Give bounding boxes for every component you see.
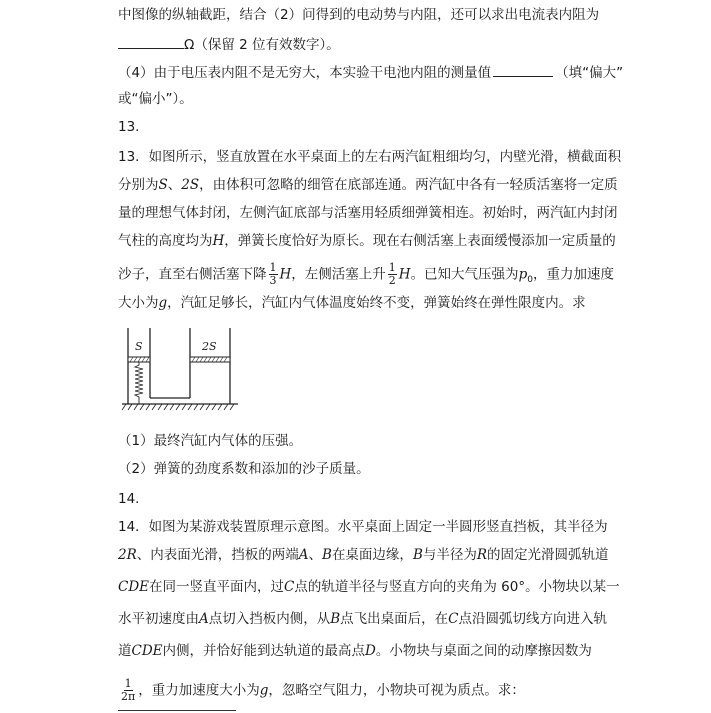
question-number <box>118 490 139 508</box>
text: （填“偏大” <box>555 65 624 81</box>
text-line <box>118 262 614 289</box>
text: 道 <box>118 643 132 659</box>
text: ，弹簧长度恰好为原长。现在右侧活塞上表面缓慢添加一定质量的 <box>224 233 616 249</box>
text: 水平初速度由 <box>118 611 199 627</box>
math-symbol: CDE <box>118 579 150 595</box>
math-symbol: B <box>412 547 423 563</box>
fraction-numerator: 1 <box>124 677 132 690</box>
fraction-numerator: 1 <box>388 261 396 274</box>
text: 。已知大气压强为 <box>410 266 519 283</box>
text: 13．如图所示，竖直放置在水平桌面上的左右两汽缸粗细均匀，内壁光滑，横截面积 <box>118 149 622 165</box>
text-line <box>118 232 616 250</box>
question-number <box>118 118 139 136</box>
sub-question <box>118 460 370 478</box>
math-symbol: S <box>158 177 168 193</box>
text: 沙子，直至右侧活塞下降 <box>118 266 267 283</box>
text: 气柱的高度均为 <box>118 233 213 249</box>
math-symbol: A <box>199 611 209 627</box>
text-line <box>118 64 623 82</box>
fraction-denominator: 2π <box>121 690 136 703</box>
fraction <box>269 262 278 287</box>
text-line <box>118 6 599 24</box>
math-symbol: A <box>298 547 309 563</box>
text: 量的理想气体封闭，左侧汽缸底部与活塞用轻质细弹簧相连。初始时，两汽缸内封闭 <box>118 205 618 221</box>
text: ，忽略空气阻力，小物块可视为质点。求： <box>268 682 525 699</box>
text: 或“偏小”）。 <box>118 91 193 107</box>
text-line <box>118 546 609 564</box>
text: 、 <box>308 547 323 563</box>
text: （4）由于电压表内阻不是无穷大，本实验干电池内阻的测量值 <box>118 65 492 81</box>
text: 。小物块与桌面之间的动摩擦因数为 <box>375 643 592 659</box>
math-symbol: B <box>322 547 332 563</box>
text-line <box>118 204 618 222</box>
text: 在桌面边缘， <box>331 547 413 563</box>
math-symbol: g <box>259 682 269 699</box>
text: ，重力加速度大小为 <box>138 682 260 699</box>
text: 分别为 <box>118 177 159 193</box>
fraction <box>388 262 397 287</box>
text: ，左侧活塞上升 <box>291 266 386 283</box>
text-line <box>118 90 193 108</box>
text-line <box>118 610 607 628</box>
cylinder-figure <box>118 324 240 416</box>
text: ，由体积可忽略的细管在底部连通。两汽缸中各有一轻质活塞将一定质 <box>199 177 618 193</box>
text: 内侧，并恰好能到达轨道的最高点 <box>162 643 366 659</box>
text: 、内表面光滑，挡板的两端 <box>136 547 299 563</box>
text: 的固定光滑圆弧轨道 <box>487 547 609 563</box>
text: ，汽缸足够长，汽缸内气体温度始终不变，弹簧始终在弹性限度内。求 <box>167 295 586 311</box>
text: ，重力加速度 <box>532 266 614 283</box>
math-symbol: C <box>284 579 295 595</box>
text-line <box>118 294 586 312</box>
text: 点飞出桌面后，在 <box>340 611 449 627</box>
math-symbol: H <box>398 266 411 283</box>
text: Ω（保留 2 位有效数字）。 <box>184 37 340 53</box>
text: 、 <box>167 177 182 193</box>
text: 中图像的纵轴截距，结合（2）问得到的电动势与内阻，还可以求出电流表内阻为 <box>118 7 600 23</box>
fraction <box>120 678 136 703</box>
label-S: S <box>135 340 143 353</box>
text-line <box>118 678 525 703</box>
text-line <box>118 176 618 194</box>
text: 14．如图为某游戏装置原理示意图。水平桌面上固定一半圆形竖直挡板，其半径为 <box>118 519 608 535</box>
text: 13. <box>118 119 140 135</box>
text-line <box>118 578 620 596</box>
math-symbol: 2R <box>118 547 137 563</box>
label-2S: 2S <box>202 340 217 353</box>
math-symbol: p <box>518 266 528 283</box>
math-symbol: R <box>476 547 488 563</box>
text-line <box>118 518 608 536</box>
answer-blank <box>118 36 184 49</box>
math-symbol: H <box>212 233 225 249</box>
text: （1）最终汽缸内气体的压强。 <box>118 433 303 449</box>
answer-blank <box>493 64 553 77</box>
math-symbol: 2S <box>181 177 200 193</box>
sub-question <box>118 432 302 450</box>
text: 大小为 <box>118 295 159 311</box>
text: 点沿圆弧切线方向进入轨 <box>458 611 608 627</box>
math-symbol: B <box>330 611 341 627</box>
text-line <box>118 148 621 166</box>
math-symbol: CDE <box>131 643 163 659</box>
text: 点的轨道半径与竖直方向的夹角为 60°。小物块以某一 <box>294 579 620 595</box>
figure-edge <box>118 710 236 711</box>
text: 点切入挡板内侧，从 <box>208 611 331 627</box>
text: 与半径为 <box>422 547 477 563</box>
fraction-denominator: 3 <box>269 274 277 287</box>
text: （2）弹簧的劲度系数和添加的沙子质量。 <box>118 461 370 477</box>
math-symbol: g <box>158 295 168 311</box>
fraction-numerator: 1 <box>269 261 277 274</box>
math-symbol: H <box>279 266 292 283</box>
text-line <box>118 36 340 54</box>
math-symbol: C <box>448 611 459 627</box>
text: 14. <box>118 491 140 507</box>
text: 在同一竖直平面内，过 <box>149 579 285 595</box>
math-subscript: 0 <box>527 275 533 286</box>
text-line <box>118 642 592 660</box>
fraction-denominator: 2 <box>388 274 396 287</box>
math-symbol: D <box>365 643 376 659</box>
